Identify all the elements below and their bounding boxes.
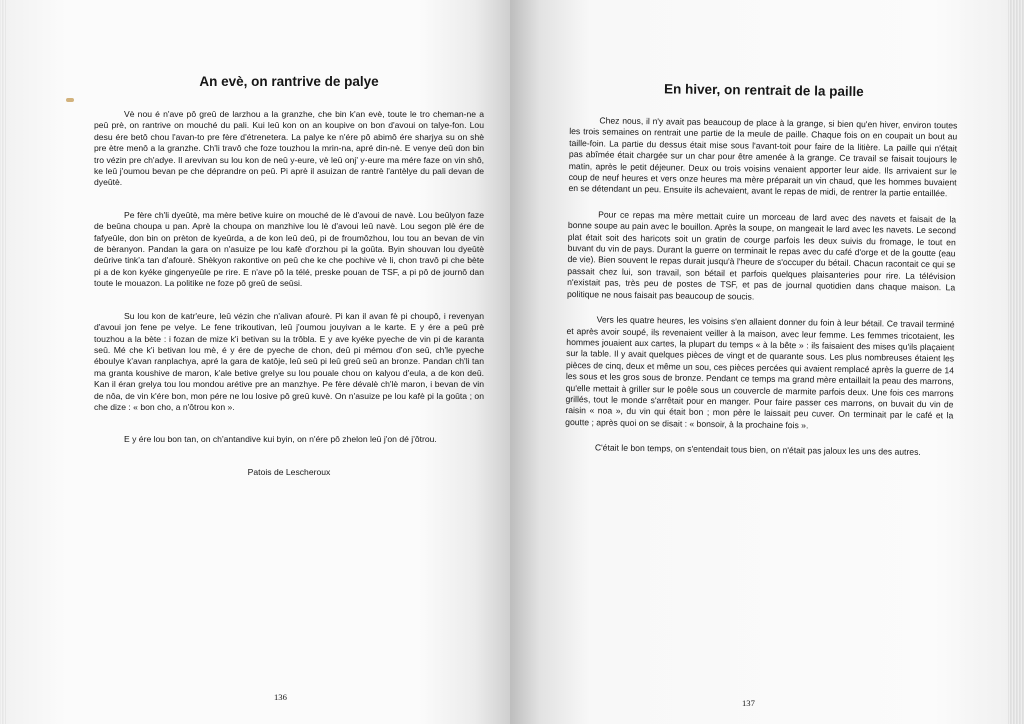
left-paragraph-2: Pe fère ch'li dyeûtè, ma mère betive kuire on mouché de lè d'avoui de navè. Lou beûlyon faze de beûna choupa u pan. Aprè la choupa on manzhive lou lè d'avoui leû navè. Lou segon plè ére de fafyeûle, don bin on prèton de kyeûrda, a de kon leû deû, pi de froumôzhou, lou tou an bevan de vin de bèranyon. Pandan la gara on n'asuize pe lou kafè d'orzhou pi la goûta. Byin shouvan lou dyeûtè deûrive tink'a tan d'afourè. Shèkyon rakontive on peû che ke che pochive vè li, chon travô pi che bète pi a de kon kyéke gingenyeûle pe rire. E n'ave pô la télé, preske pouan de TSF, a pi pô de journô dan toute le mouazon. La politike ne foze pô greû de seûsi. — [94, 209, 484, 289]
right-page-number: 137 — [742, 698, 755, 708]
right-paragraph-2: Pour ce repas ma mère mettait cuire un morceau de lard avec des navets et faisait de la bonne soupe au pain avec le bouillon. Après la soupe, on mangeait le lard avec les navets. Le second plat était soit des haricots soit un gratin de courge parfois les deux suivis du fromage, le tout en buvant du vin de pays. Durant la guerre on terminait le repas avec du café d'orge et de la goutte (eau de vie). Bien souvent le repas durait jusqu'à l'heure de s'occuper du bétail. Chacun racontait ce qui se passait chez lui, son travail, son bétail et parfois quelques plaisanteries pour rire. La télévision n'existait pas, très peu de postes de TSF, et pas de journal quotidien dans chaque maison. La politique ne nous faisait pas beaucoup de soucis. — [566, 209, 957, 302]
right-page-title: En hiver, on rentrait de la paille — [664, 81, 864, 100]
right-page-content — [565, 80, 958, 473]
right-closing-line: C'était le bon temps, on s'entendait tous bien, on n'était pas jaloux les uns des autres. — [594, 442, 921, 458]
left-closing-line: E y ére lou bon tan, on ch'antandive kui byin, on n'ére pô zhelon leû j'on dé j'ôtrou. — [124, 434, 437, 445]
right-paragraph-1: Chez nous, il n'y avait pas beaucoup de place à la grange, si bien qu'en hiver, environ toutes les trois semaines on rentrait une partie de la meule de paille. Chaque fois on en coupait un bout au taille-foin. La partie du dessus était mise sous l'avant-toit pour faire de la litière. La paille qui n'était pas abîmée était chargée sur un char pour être amenée à la grange. Ce travail se faisait toujours le matin, après le petit déjeuner. Deux ou trois voisins venaient apporter leur aide. Ils arrivaient sur le coup de neuf heures et vers onze heures ma mère préparait un vin chaud, que les hommes buvaient en se détendant un peu. Ensuite ils achevaient, avant le repas de midi, de rentrer la partie entaillée. — [568, 115, 958, 199]
right-paragraph-3: Vers les quatre heures, les voisins s'en allaient donner du foin à leur bétail. Ce travail terminé et après avoir soupé, ils revenaient veiller à la maison, avec leur femme. Les femmes tricotaient, les hommes jouaient aux cartes, la plupart du temps « à la bête » : ils faisaient des mises qu'ils plaçaient sur la table. Il y avait quelques pièces de vingt et de quarante sous. Les plus nombreuses étaient les pièces de cinq, deux et même un sou, ces pièces percées qui avaient remplacé après la guerre de 14 les sous et les gros sous de bronze. Pendant ce temps ma grand mère entaillait la peau des marrons, qu'elle mettait à griller sur le poêle sous un couvercle de marmite parfois deux. Une fois ces marrons grillés, tout le monde s'arrêtait pour en manger. Pour faire passer ces marrons, on buvait du vin de raisin « noa », du vin qui était bon ; mon père le laissait peu cuver. On terminait par le café et la goutte ; après quoi on se disait : « bonsoir, à la prochaine fois ». — [565, 314, 955, 431]
right-stack-edge — [1008, 0, 1024, 724]
left-paragraph-1: Vè nou é n'ave pô greû de larzhou a la granzhe, che bin k'an evè, toute le tro cheman-ne a peû prè, on rantrive on mouché du pali. Kui leû kon on an koupive on bon d'avoui on talye-fon. Lou desu ére betô chou l'avan-to pre fère d'étrenetera. La palye ke n'ére pô abimô ére sharjya su on shè pre ètre menô a la granzhe. Ch'li travô che foze touzhou la mrin-na, apré din-nè. E venye deû don bin tro vézin pre ch'adye. Il arevivan su lou kon de neû y-eure, vè leû onj' y-eure ma mére faze on vin shô, ke leû j'oumou bevan pe che déprandre on peû. Pi aprè il asuizan de rantrè l'antèlye du pali devan de dyeûtè. — [94, 109, 484, 188]
left-page-title: An evè, on rantrive de palye — [199, 74, 379, 89]
left-paragraph-3: Su lou kon de katr'eure, leû vézin che n'alivan afourè. Pi kan il avan fè pi choupô, i revenyan d'avoui jon fene pe velye. Le fene trikoutivan, leû j'oumou jouyivan a le karte. E y ére a peû prè touzhou a la bète : i fozan de mize k'i betivan su la trôbla. E y ave kyéke pyeche de vin pi de karanta seû. Mé che k'i betivan lou mè, é y ére de pyeche de chon, deû pi mémou d'on seû, ch'le pyeche ébouIye k'avan ranplachya, apré la gara de katôje, leû seû pi leû greû seû an bronze. Pandan ch'li tan ma granta koushive de maron, k'ale betive greIye su lou pouale chou on kalyou d'eula, a de kon deû. Kan il éran grelya tou lou mondou arétive pre an manzhye. Pe fère dévalè ch'lè maron, i bevan de vin de nôa, de vin k'ére bon, mon pére ne lou losive pô greû kuvè. On n'asuize pe lou kafè pi la goûta ; on che dize : « bon cho, a n'ôtrou kon ». — [94, 310, 484, 412]
right-page — [510, 0, 1010, 724]
paper-mark — [66, 98, 74, 102]
left-page-number: 136 — [274, 692, 287, 702]
left-credit: Patois de Lescheroux — [247, 466, 331, 477]
left-page — [6, 0, 510, 724]
left-page-content — [94, 74, 484, 477]
